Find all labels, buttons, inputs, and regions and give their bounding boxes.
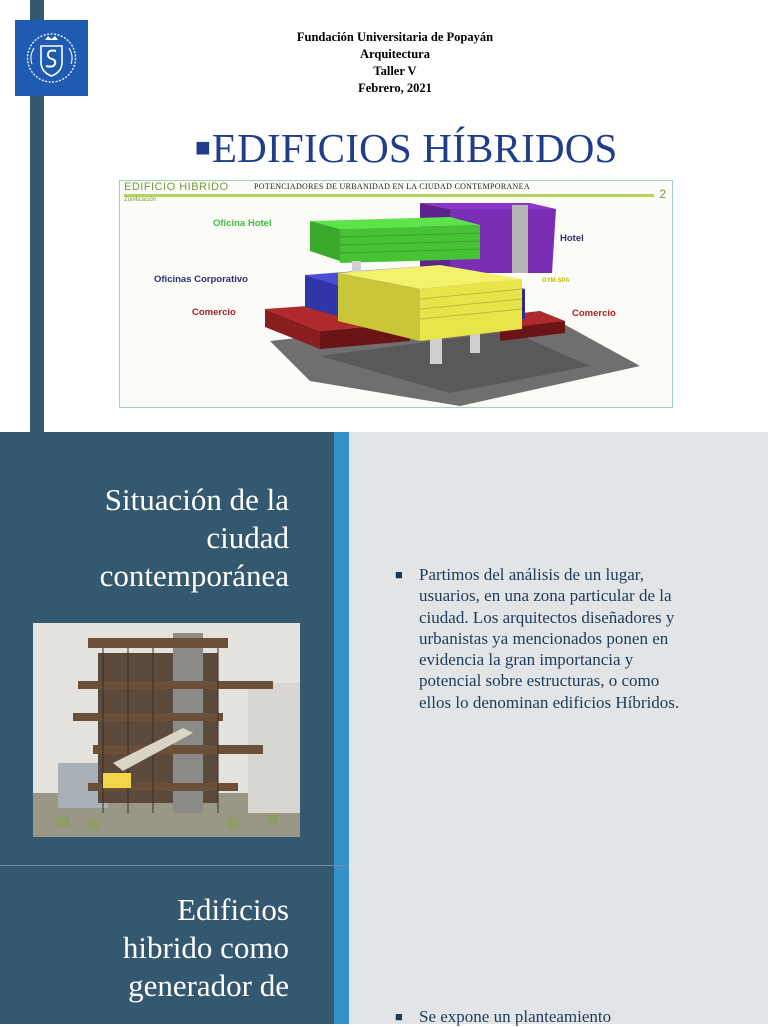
section-heading-situacion xyxy=(100,481,289,595)
title-bullet-icon: ■ xyxy=(195,133,211,162)
heading-line: hibrido como xyxy=(122,930,289,965)
hotel-core xyxy=(512,205,528,273)
paragraph-planteamiento-text: Se expone un planteamiento xyxy=(419,1007,612,1026)
heading-line: generador de xyxy=(128,968,289,1003)
header-line-institution: Fundación Universitaria de Popayán xyxy=(296,30,494,44)
support-column xyxy=(430,336,442,364)
figure-subtitle: POTENCIADORES DE URBANIDAD EN LA CIUDAD CONTEMPORANEA xyxy=(254,182,530,191)
hybrid-building-render-image xyxy=(33,623,300,837)
label-comercio-right: Comercio xyxy=(572,308,616,319)
bullet-icon: ■ xyxy=(395,1009,403,1024)
label-comercio-left: Comercio xyxy=(192,307,236,318)
university-logo xyxy=(15,20,88,96)
university-seal-icon xyxy=(15,20,88,96)
figure-subheader: Zonificación xyxy=(124,197,157,203)
slide-title xyxy=(195,124,618,172)
label-gym-spa: GYM-SPA xyxy=(542,278,570,284)
heading-line: Situación de la xyxy=(104,482,289,517)
building-massing-illustration xyxy=(120,181,672,407)
bullet-icon: ■ xyxy=(395,567,403,582)
header-line-program: Arquitectura xyxy=(360,47,430,61)
label-oficina-hotel: Oficina Hotel xyxy=(213,218,272,229)
zoning-diagram xyxy=(119,180,673,408)
institution-header xyxy=(200,29,590,97)
paragraph-analysis xyxy=(395,564,695,713)
header-line-course: Taller V xyxy=(373,64,417,78)
figure-page-number: 2 xyxy=(659,187,666,201)
hybrid-building-render xyxy=(33,623,300,837)
label-oficinas-corporativo: Oficinas Corporativo xyxy=(154,274,248,285)
paragraph-analysis-text: Partimos del análisis de un lugar, usuarios, en una zona particular de la ciudad. Los arquitectos diseñadores y urbanistas ya mencionados ponen en evidencia la gran importancia y potencial sobre estructuras, o como ellos lo denominan edificios Híbridos. xyxy=(419,565,680,712)
label-hotel: Hotel xyxy=(560,233,584,244)
section-heading-edificios-hibrido xyxy=(123,891,289,1005)
figure-header: EDIFICIO HIBRIDO xyxy=(124,181,229,193)
heading-line: Edificios xyxy=(177,892,289,927)
slide-2-divider xyxy=(0,865,349,866)
slide-2-accent-strip xyxy=(334,432,349,1024)
heading-line: contemporánea xyxy=(99,558,289,593)
slide-1 xyxy=(0,0,768,432)
heading-line: ciudad xyxy=(206,520,289,555)
header-line-date: Febrero, 2021 xyxy=(358,81,432,95)
slide-title-text: EDIFICIOS HÍBRIDOS xyxy=(211,125,618,171)
slide-2 xyxy=(0,432,768,1024)
